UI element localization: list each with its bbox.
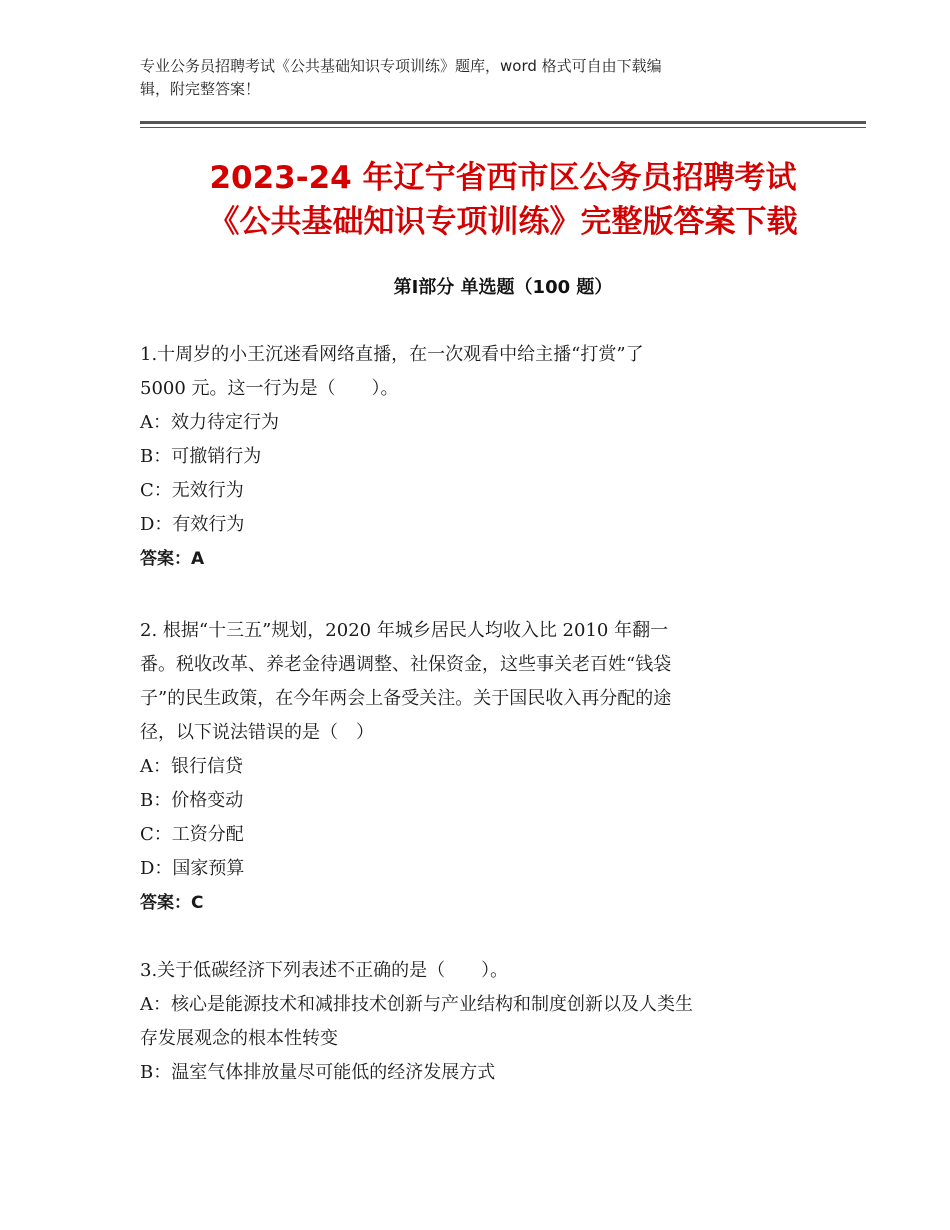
option-a: A：银行信贷	[140, 756, 243, 777]
option-a: A：效力待定行为	[140, 412, 279, 433]
question-stem-line: 2. 根据“十三五”规划，2020 年城乡居民人均收入比 2010 年翻一	[140, 620, 669, 641]
question-1	[140, 338, 820, 576]
answer-line: 答案：C	[140, 893, 204, 913]
option-b: B：价格变动	[140, 790, 244, 811]
section-heading: 第Ⅰ部分 单选题（100 题）	[393, 277, 613, 298]
title-line: 2023-24 年辽宁省西市区公务员招聘考试	[209, 160, 797, 196]
header-note	[140, 55, 800, 101]
option-a-continued: 存发展观念的根本性转变	[140, 1028, 338, 1049]
question-stem-line: 5000 元。这一行为是（ ）。	[140, 378, 399, 399]
option-b: B：可撤销行为	[140, 446, 262, 467]
document-title	[140, 156, 866, 244]
option-c: C：工资分配	[140, 824, 244, 845]
header-note-line: 专业公务员招聘考试《公共基础知识专项训练》题库，word 格式可自由下载编	[140, 57, 662, 75]
header-divider-thick	[140, 121, 866, 124]
answer-line: 答案：A	[140, 549, 205, 569]
question-stem-line: 番。税收改革、养老金待遇调整、社保资金，这些事关老百姓“钱袋	[140, 654, 672, 675]
question-3	[140, 954, 820, 1090]
title-line: 《公共基础知识专项训练》完整版答案下载	[208, 204, 798, 240]
question-2	[140, 614, 820, 920]
option-d: D：有效行为	[140, 514, 245, 535]
question-stem-line: 3.关于低碳经济下列表述不正确的是（ ）。	[140, 960, 509, 981]
option-c: C：无效行为	[140, 480, 244, 501]
header-divider-thin	[140, 127, 866, 128]
header-note-line: 辑，附完整答案！	[140, 80, 261, 98]
question-stem-line: 径，以下说法错误的是（ ）	[140, 722, 374, 743]
option-a: A：核心是能源技术和减排技术创新与产业结构和制度创新以及人类生	[140, 994, 693, 1015]
option-d: D：国家预算	[140, 858, 245, 879]
option-b: B：温室气体排放量尽可能低的经济发展方式	[140, 1062, 496, 1083]
question-stem-line: 子”的民生政策，在今年两会上备受关注。关于国民收入再分配的途	[140, 688, 672, 709]
question-stem-line: 1.十周岁的小王沉迷看网络直播，在一次观看中给主播“打赏”了	[140, 344, 644, 365]
